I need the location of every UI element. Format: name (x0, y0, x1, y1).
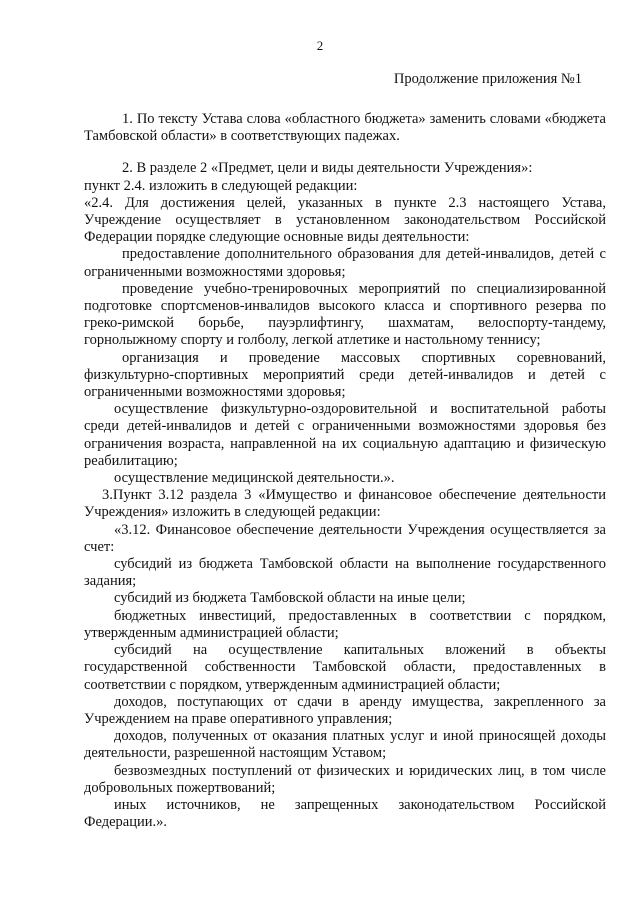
paragraph-2-heading: 2. В разделе 2 «Предмет, цели и виды деятельности Учреждения»: (122, 160, 533, 177)
paragraph-1: 1. По тексту Устава слова «областного бюджета» заменить словами «бюджета Тамбовской области» в соответствующих падежах. (84, 111, 606, 145)
activity-item: проведение учебно-тренировочных мероприятий по специализированной подготовке спортсменов-инвалидов высокого класса и спортивного резерва по греко-римской борьбе, пауэрлифтингу, шахматам, велоспорту-тандему, горнолыжному спорту и голболу, легкой атлетике и настольному теннису; (84, 280, 606, 349)
appendix-heading: Продолжение приложения №1 (393, 71, 582, 87)
activity-item: осуществление медицинской деятельности.». (114, 470, 395, 487)
paragraph-2-point: пункт 2.4. изложить в следующей редакции: (84, 177, 358, 194)
activity-item: осуществление физкультурно-оздоровительной и воспитательной работы среди детей-инвалидов и детей с ограниченными возможностями здоровья без ограничения возраста, направленной на их социальную адаптацию и физическую реабилитацию; (84, 401, 606, 469)
paragraph-3: 3.Пункт 3.12 раздела 3 «Имущество и финансовое обеспечение деятельности Учреждения» изложить в следующей редакции: (84, 487, 606, 521)
activity-item: предоставление дополнительного образования для детей-инвалидов, детей с ограниченными возможностями здоровья; (84, 246, 606, 280)
paragraph-3-12: «3.12. Финансовое обеспечение деятельности Учреждения осуществляется за счет: (84, 521, 606, 555)
paragraph-2-4: «2.4. Для достижения целей, указанных в пункте 2.3 настоящего Устава, Учреждение осуществляет в установленном законодательством Российской Федерации порядке следующие основные виды деятельности: (84, 194, 606, 246)
funding-item: субсидий на осуществление капитальных вложений в объекты государственной собственности Тамбовской области, предоставленных в соответствии с порядком, утвержденным администрацией области; (84, 642, 606, 693)
funding-item: доходов, поступающих от сдачи в аренду имущества, закрепленного за Учреждением на праве оперативного управления; (84, 693, 606, 727)
page-number: 2 (316, 38, 324, 53)
funding-item: иных источников, не запрещенных законодательством Российской Федерации.». (84, 796, 606, 831)
funding-item: субсидий из бюджета Тамбовской области на иные цели; (114, 590, 466, 607)
funding-item: безвозмездных поступлений от физических и юридических лиц, в том числе добровольных пожертвований; (84, 762, 606, 796)
funding-item: доходов, полученных от оказания платных услуг и иной приносящей доходы деятельности, разрешенной настоящим Уставом; (84, 728, 606, 762)
activity-item: организация и проведение массовых спортивных соревнований, физкультурно-спортивных мероприятий среди детей-инвалидов и детей с ограниченными возможностями здоровья; (84, 349, 606, 401)
funding-item: бюджетных инвестиций, предоставленных в соответствии с порядком, утвержденным администрацией области; (84, 607, 606, 641)
funding-item: субсидий из бюджета Тамбовской области на выполнение государственного задания; (84, 556, 606, 590)
document-body (84, 111, 606, 831)
